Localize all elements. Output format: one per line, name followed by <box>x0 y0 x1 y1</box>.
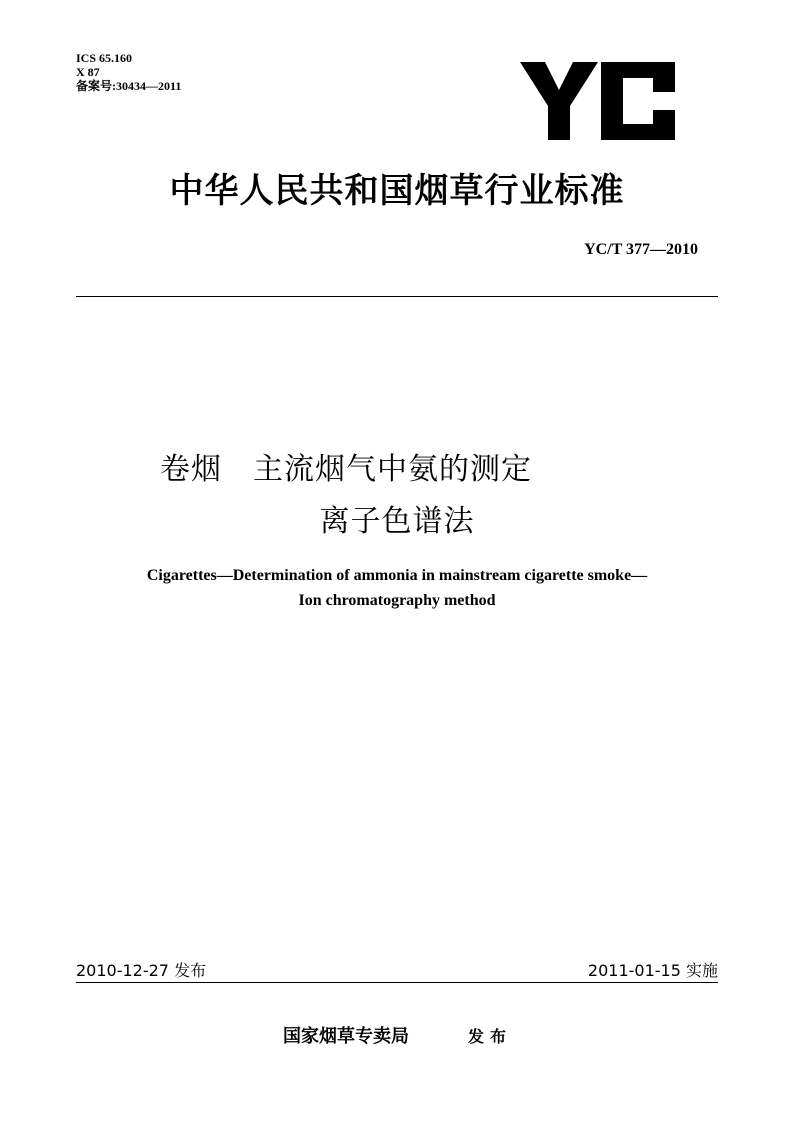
top-divider <box>76 296 718 297</box>
filing-number: 备案号:30434—2011 <box>76 79 182 93</box>
document-title-zh-line2: 离子色谱法 <box>319 504 475 539</box>
issue-date: 2010-12-27 发布 <box>76 961 207 980</box>
yc-logo <box>520 62 675 140</box>
effective-date: 2011-01-15 实施 <box>587 961 718 980</box>
header-meta <box>76 51 181 93</box>
standard-code: YC/T 377—2010 <box>584 241 698 258</box>
issued-label: 发布 <box>468 1027 513 1046</box>
document-title-en-line2: Ion chromatography method <box>298 592 496 609</box>
issuing-authority: 国家烟草专卖局 <box>283 1026 409 1047</box>
document-title-zh-line1: 卷烟 主流烟气中氨的测定 <box>160 452 532 487</box>
bottom-divider <box>76 982 718 983</box>
yc-logo-graphic <box>520 62 675 140</box>
classification-code: X 87 <box>76 65 100 79</box>
ics-code: ICS 65.160 <box>76 51 133 65</box>
standard-title: 中华人民共和国烟草行业标准 <box>169 171 625 211</box>
document-title-en-line1: Cigarettes—Determination of ammonia in mainstream cigarette smoke— <box>146 567 648 584</box>
